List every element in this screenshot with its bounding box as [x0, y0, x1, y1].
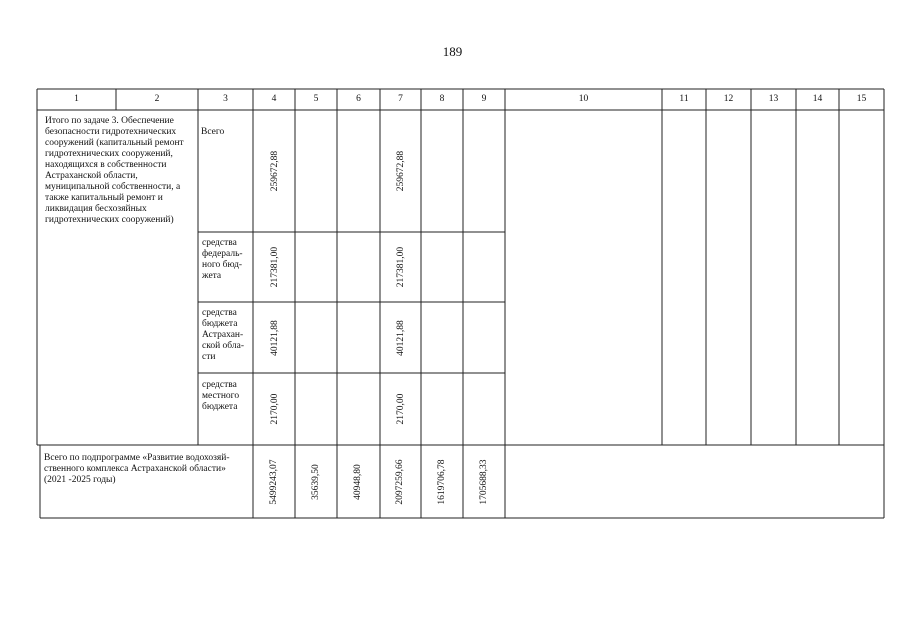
page-number: 189: [442, 44, 463, 59]
task3-title-line: Астраханской области,: [45, 171, 138, 181]
task3-title-line: находящихся в собственности: [45, 160, 167, 170]
header-col-6: 6: [356, 94, 361, 104]
source-label-regional: бюджета: [202, 319, 238, 329]
header-col-1: 1: [74, 94, 79, 104]
task3-title-line: сооружений (капитальный ремонт: [45, 138, 184, 148]
source-label-regional: сти: [202, 352, 216, 362]
row-total-col4: 259672,88: [270, 150, 280, 192]
task3-title-line: муниципальной собственности, а: [45, 182, 181, 192]
header-col-4: 4: [271, 94, 277, 104]
header-col-10: 10: [578, 94, 589, 104]
row-federal-col4: 217381,00: [270, 246, 280, 288]
source-label-local: местного: [202, 391, 240, 401]
source-label-federal: федераль-: [202, 249, 243, 259]
source-label-federal: ного бюд-: [202, 260, 243, 270]
subprogram-col5: 35639,50: [311, 464, 321, 500]
subprogram-col8: 1619706,78: [437, 459, 447, 505]
row-local-col7: 2170,00: [396, 393, 406, 425]
header-col-2: 2: [154, 94, 160, 104]
source-label-regional: Астрахан-: [202, 330, 244, 340]
header-col-14: 14: [812, 94, 823, 104]
subprogram-col4: 5499243,07: [269, 459, 279, 505]
task3-title-line: безопасности гидротехнических: [45, 127, 177, 137]
subprogram-title-line: ственного комплекса Астраханской области»: [44, 464, 226, 474]
task3-title-line: Итого по задаче 3. Обеспечение: [45, 116, 174, 126]
task3-title-line: гидротехнических сооружений): [45, 215, 174, 225]
row-regional-col4: 40121,88: [270, 320, 280, 356]
task3-title-line: гидротехнических сооружений,: [45, 149, 173, 159]
header-col-12: 12: [723, 94, 734, 104]
header-col-5: 5: [313, 94, 319, 104]
header-col-13: 13: [768, 94, 779, 104]
header-col-7: 7: [398, 94, 403, 104]
header-col-8: 8: [439, 94, 445, 104]
source-label-federal: средства: [202, 238, 237, 248]
header-col-15: 15: [856, 94, 867, 104]
source-label-local: средства: [202, 380, 237, 390]
subprogram-title-line: (2021 -2025 годы): [44, 475, 116, 485]
task3-title-line: также капитальный ремонт и: [45, 193, 163, 203]
subprogram-col9: 1705688,33: [479, 459, 489, 505]
row-local-col4: 2170,00: [270, 393, 280, 425]
task3-title-line: ликвидация бесхозяйных: [45, 204, 147, 214]
row-regional-col7: 40121,88: [396, 320, 406, 356]
source-label-local: бюджета: [202, 402, 238, 412]
header-col-9: 9: [481, 94, 487, 104]
header-col-11: 11: [679, 94, 689, 104]
row-federal-col7: 217381,00: [396, 246, 406, 288]
source-label-total: Всего: [201, 127, 225, 137]
subprogram-title-line: Всего по подпрограмме «Развитие водохозяй-: [44, 453, 230, 463]
row-total-col7: 259672,88: [396, 150, 406, 192]
source-label-federal: жета: [202, 271, 222, 281]
subprogram-col7: 2097259,66: [395, 459, 405, 505]
header-col-3: 3: [223, 94, 228, 104]
subprogram-col6: 40948,80: [353, 464, 363, 500]
source-label-regional: средства: [202, 308, 237, 318]
source-label-regional: ской обла-: [202, 341, 245, 351]
